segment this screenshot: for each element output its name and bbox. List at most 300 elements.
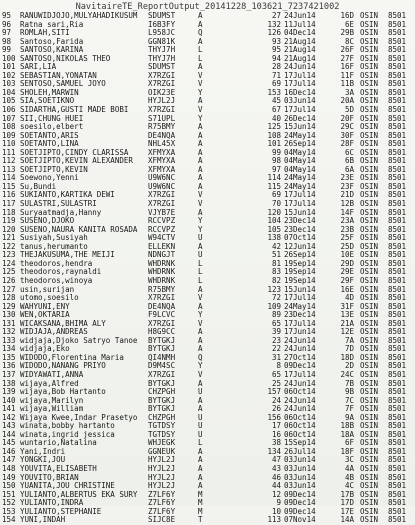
booking-date: 26Sep14 — [284, 139, 316, 149]
booking-date: 24Jun14 — [284, 11, 316, 20]
fare-class: U — [198, 429, 203, 439]
flight-number: 8501 — [388, 147, 407, 157]
row-number: 147 — [2, 455, 16, 465]
booking-code: HYJL2J — [148, 472, 176, 482]
booking-date: 24Jun14 — [284, 404, 316, 414]
passenger-name: YONGKI,JOU — [20, 455, 66, 465]
flight-number: 8501 — [388, 481, 407, 491]
station-code: OSIN — [360, 199, 379, 209]
booking-code: U9W6NC — [148, 173, 176, 183]
station-code: OSIN — [360, 190, 379, 200]
seat-number: 14A — [340, 515, 354, 525]
station-code: OSIN — [360, 275, 379, 285]
sequence-number: 65 — [271, 369, 281, 379]
seat-number: 28F — [340, 139, 354, 149]
sequence-number: 153 — [267, 87, 281, 97]
row-number: 119 — [2, 216, 16, 226]
station-code: OSIN — [360, 105, 379, 115]
seat-number: 6E — [344, 19, 354, 29]
seat-number: 20F — [340, 113, 354, 123]
passenger-list — [2, 12, 414, 525]
station-code: OSIN — [360, 421, 379, 431]
station-code: OSIN — [360, 19, 379, 29]
fare-class: A — [198, 446, 203, 456]
seat-number: 18B — [340, 421, 354, 431]
flight-number: 8501 — [388, 378, 407, 388]
fare-class: V — [198, 369, 203, 379]
station-code: OSIN — [360, 369, 379, 379]
booking-code: U9W6NC — [148, 181, 176, 191]
flight-number: 8501 — [388, 28, 407, 38]
booking-date: 06Oct14 — [284, 429, 316, 439]
flight-number: 8501 — [388, 258, 407, 268]
fare-class: U — [198, 421, 203, 431]
booking-code: VJYB7E — [148, 207, 176, 217]
seat-number: 24C — [340, 369, 354, 379]
flight-number: 8501 — [388, 498, 407, 508]
row-number: 154 — [2, 515, 16, 525]
station-code: OSIN — [360, 395, 379, 405]
row-number: 136 — [2, 361, 16, 371]
row-number: 151 — [2, 489, 16, 499]
passenger-name: WIDJAJA,ANDREAS — [20, 327, 88, 337]
booking-code: X7RZGI — [148, 70, 176, 80]
seat-number: 26F — [340, 45, 354, 55]
booking-date: 24Jun14 — [284, 335, 316, 345]
booking-code: GGNEUK — [148, 446, 176, 456]
sequence-number: 9 — [276, 498, 281, 508]
fare-class: A — [198, 395, 203, 405]
fare-class: L — [198, 267, 203, 277]
fare-class: A — [198, 455, 203, 465]
row-number: 137 — [2, 369, 16, 379]
passenger-name: SHOLEH,MARWIN — [20, 87, 79, 97]
seat-number: 6A — [344, 164, 354, 174]
booking-date: 17Jul14 — [284, 79, 316, 89]
row-number: 125 — [2, 267, 16, 277]
row-number: 114 — [2, 173, 16, 183]
fare-class: A — [198, 122, 203, 132]
fare-class: Y — [198, 216, 203, 226]
flight-number: 8501 — [388, 181, 407, 191]
booking-date: 24May14 — [284, 301, 316, 311]
station-code: OSIN — [360, 481, 379, 491]
fare-class: A — [198, 404, 203, 414]
booking-code: X7RZGI — [148, 199, 176, 209]
booking-code: R75BMY — [148, 122, 176, 132]
fare-class: A — [198, 19, 203, 29]
station-code: OSIN — [360, 506, 379, 516]
flight-number: 8501 — [388, 429, 407, 439]
passenger-name: WIDYAWATI,ANNA — [20, 369, 84, 379]
passenger-name: YOUVITO,BRIAN — [20, 472, 79, 482]
flight-number: 8501 — [388, 130, 407, 140]
seat-number: 13E — [340, 310, 354, 320]
booking-date: 26Dec14 — [284, 113, 316, 123]
seat-number: 27F — [340, 53, 354, 63]
passenger-name: widjaja,Djoko Satryo Tanoe — [20, 335, 138, 345]
seat-number: 3A — [344, 87, 354, 97]
passenger-name: Wijaya Kwee,Indar Prasetyo — [20, 412, 138, 422]
row-number: 150 — [2, 481, 16, 491]
booking-date: 09Dec14 — [284, 361, 316, 371]
station-code: OSIN — [360, 352, 379, 362]
station-code: OSIN — [360, 472, 379, 482]
row-number: 118 — [2, 207, 16, 217]
booking-date: 16Dec14 — [284, 87, 316, 97]
fare-class: A — [198, 181, 203, 191]
booking-code: Z7LF6Y — [148, 489, 176, 499]
booking-date: 21Aug14 — [284, 53, 316, 63]
station-code: OSIN — [360, 173, 379, 183]
fare-class: L — [198, 275, 203, 285]
passenger-name: SUSENO,DJOKO — [20, 216, 75, 226]
flight-number: 8501 — [388, 344, 407, 354]
sequence-number: 93 — [271, 36, 281, 46]
flight-number: 8501 — [388, 53, 407, 63]
row-number: 127 — [2, 284, 16, 294]
row-number: 123 — [2, 250, 16, 260]
row-number: 144 — [2, 429, 16, 439]
fare-class: Q — [198, 352, 203, 362]
seat-number: 20A — [340, 96, 354, 106]
passenger-name: Suryaatmadja,Hanny — [20, 207, 102, 217]
seat-number: 17D — [340, 498, 354, 508]
fare-class: Y — [198, 361, 203, 371]
booking-code: BYTGKJ — [148, 404, 176, 414]
fare-class: A — [198, 327, 203, 337]
booking-date: 06Oct14 — [284, 421, 316, 431]
row-number: 128 — [2, 293, 16, 303]
seat-number: 21A — [340, 318, 354, 328]
seat-number: 7D — [344, 344, 354, 354]
fare-class: Y — [198, 113, 203, 123]
fare-class: A — [198, 164, 203, 174]
seat-number: 25D — [340, 241, 354, 251]
sequence-number: 89 — [271, 310, 281, 320]
seat-number: 23A — [340, 216, 354, 226]
fare-class: T — [198, 515, 203, 525]
booking-date: 03Jun14 — [284, 481, 316, 491]
passenger-name: WAHYUNI,ENY — [20, 301, 70, 311]
passenger-name: SARI,LIA — [20, 62, 57, 72]
row-number: 142 — [2, 412, 16, 422]
row-number: 95 — [2, 11, 12, 20]
row-number: 103 — [2, 79, 16, 89]
sequence-number: 108 — [267, 130, 281, 140]
booking-date: 23Dec14 — [284, 216, 316, 226]
flight-number: 8501 — [388, 335, 407, 345]
passenger-name: SUKIANTO,KARTIKA DEWI — [20, 190, 115, 200]
seat-number: 29B — [340, 28, 354, 38]
flight-number: 8501 — [388, 156, 407, 166]
sequence-number: 24 — [271, 395, 281, 405]
station-code: OSIN — [360, 335, 379, 345]
row-number: 98 — [2, 36, 12, 46]
station-code: OSIN — [360, 113, 379, 123]
booking-code: SIJC8E — [148, 515, 176, 525]
booking-code: XFMYXA — [148, 164, 176, 174]
row-number: 146 — [2, 446, 16, 456]
booking-code: ELLEKN — [148, 241, 176, 251]
booking-date: 17Jul14 — [284, 293, 316, 303]
flight-number: 8501 — [388, 19, 407, 29]
passenger-name: THEJAKUSUMA,THE MEIJI — [20, 250, 115, 260]
booking-code: XFMYXA — [148, 147, 176, 157]
seat-number: 4B — [344, 472, 354, 482]
flight-number: 8501 — [388, 369, 407, 379]
flight-number: 8501 — [388, 463, 407, 473]
seat-number: 18A — [340, 429, 354, 439]
booking-date: 17Jul14 — [284, 369, 316, 379]
booking-date: 15Jun14 — [284, 284, 316, 294]
booking-code: SDUMST — [148, 11, 176, 20]
flight-number: 8501 — [388, 45, 407, 55]
booking-code: S71UPL — [148, 113, 176, 123]
sequence-number: 25 — [271, 378, 281, 388]
passenger-name: WIDODO,NANANG PRIYO — [20, 361, 106, 371]
row-number: 140 — [2, 395, 16, 405]
seat-number: 29F — [340, 275, 354, 285]
flight-number: 8501 — [388, 293, 407, 303]
sequence-number: 72 — [271, 293, 281, 303]
fare-class: A — [198, 147, 203, 157]
fare-class: U — [198, 387, 203, 397]
flight-number: 8501 — [388, 79, 407, 89]
station-code: OSIN — [360, 489, 379, 499]
station-code: OSIN — [360, 284, 379, 294]
booking-code: OIK23E — [148, 87, 176, 97]
sequence-number: 138 — [267, 233, 281, 243]
flight-number: 8501 — [388, 327, 407, 337]
booking-code: BYTGKJ — [148, 378, 176, 388]
seat-number: 4D — [344, 293, 354, 303]
booking-code: WHDRNK — [148, 267, 176, 277]
row-number: 135 — [2, 352, 16, 362]
booking-code: THYJ7H — [148, 45, 176, 55]
passenger-name: tanus,herumanto — [20, 241, 88, 251]
sequence-number: 65 — [271, 318, 281, 328]
flight-number: 8501 — [388, 310, 407, 320]
seat-number: 17B — [340, 489, 354, 499]
seat-number: 7C — [344, 395, 354, 405]
booking-code: CHZPGH — [148, 412, 176, 422]
fare-class: V — [198, 79, 203, 89]
passenger-name: YUANITA,JOU CHRISTINE — [20, 481, 115, 491]
station-code: OSIN — [360, 11, 379, 20]
passenger-name: WIDODO,Florentina Maria — [20, 352, 124, 362]
booking-date: 15Jun14 — [284, 122, 316, 132]
booking-date: 24Jun14 — [284, 62, 316, 72]
station-code: OSIN — [360, 463, 379, 473]
booking-date: 17Jul14 — [284, 199, 316, 209]
station-code: OSIN — [360, 224, 379, 234]
station-code: OSIN — [360, 62, 379, 72]
table-row — [2, 516, 414, 525]
booking-code: X7RZGI — [148, 105, 176, 115]
booking-date: 04May14 — [284, 156, 316, 166]
sequence-number: 31 — [271, 352, 281, 362]
booking-code: GGN81K — [148, 36, 176, 46]
flight-number: 8501 — [388, 241, 407, 251]
station-code: OSIN — [360, 455, 379, 465]
row-number: 117 — [2, 199, 16, 209]
passenger-name: Yani,Indri — [20, 446, 66, 456]
booking-code: WHDRNK — [148, 275, 176, 285]
sequence-number: 69 — [271, 190, 281, 200]
passenger-name: SANTOSO,KARINA — [20, 45, 84, 55]
flight-number: 8501 — [388, 412, 407, 422]
passenger-name: SOETANTO,LINA — [20, 139, 79, 149]
sequence-number: 94 — [271, 53, 281, 63]
booking-code: Z7LF6Y — [148, 498, 176, 508]
booking-date: 15Sep14 — [284, 438, 316, 448]
sequence-number: 125 — [267, 122, 281, 132]
passenger-name: RANUWIDJOJO,MULYAHADIKUSUM — [20, 11, 138, 20]
passenger-name: SII,CHUNG HUEI — [20, 113, 84, 123]
flight-number: 8501 — [388, 284, 407, 294]
booking-date: 21Aug14 — [284, 36, 316, 46]
flight-number: 8501 — [388, 105, 407, 115]
flight-number: 8501 — [388, 224, 407, 234]
seat-number: 12B — [340, 199, 354, 209]
station-code: OSIN — [360, 181, 379, 191]
station-code: OSIN — [360, 412, 379, 422]
flight-number: 8501 — [388, 301, 407, 311]
booking-code: NDNGJT — [148, 250, 176, 260]
fare-class: Q — [198, 28, 203, 38]
station-code: OSIN — [360, 164, 379, 174]
booking-date: 03Jun14 — [284, 463, 316, 473]
row-number: 129 — [2, 301, 16, 311]
station-code: OSIN — [360, 216, 379, 226]
booking-date: 06Oct14 — [284, 412, 316, 422]
sequence-number: 27 — [271, 11, 281, 20]
passenger-name: YUNI,INDAH — [20, 515, 66, 525]
station-code: OSIN — [360, 293, 379, 303]
sequence-number: 69 — [271, 79, 281, 89]
sequence-number: 28 — [271, 62, 281, 72]
passenger-name: widjaja,Eko — [20, 344, 70, 354]
station-code: OSIN — [360, 429, 379, 439]
booking-code: CHZPGH — [148, 387, 176, 397]
fare-class: V — [198, 70, 203, 80]
booking-code: TGTDSY — [148, 429, 176, 439]
booking-date: 23Dec14 — [284, 310, 316, 320]
row-number: 124 — [2, 258, 16, 268]
station-code: OSIN — [360, 387, 379, 397]
flight-number: 8501 — [388, 318, 407, 328]
sequence-number: 99 — [271, 147, 281, 157]
sequence-number: 95 — [271, 45, 281, 55]
station-code: OSIN — [360, 378, 379, 388]
sequence-number: 71 — [271, 70, 281, 80]
booking-code: WHDRNK — [148, 258, 176, 268]
passenger-name: wuntario,Natalina — [20, 438, 97, 448]
station-code: OSIN — [360, 438, 379, 448]
booking-code: X7RZGI — [148, 79, 176, 89]
seat-number: 6F — [344, 438, 354, 448]
booking-date: 26Jul14 — [284, 446, 316, 456]
flight-number: 8501 — [388, 489, 407, 499]
sequence-number: 45 — [271, 96, 281, 106]
booking-code: HYJL2J — [148, 481, 176, 491]
row-number: 115 — [2, 181, 16, 191]
sequence-number: 98 — [271, 156, 281, 166]
booking-date: 15Jun14 — [284, 207, 316, 217]
booking-date: 12Jun14 — [284, 241, 316, 251]
booking-code: D9M4SC — [148, 361, 176, 371]
passenger-name: wijaya,Bob Hartanto — [20, 387, 106, 397]
sequence-number: 10 — [271, 506, 281, 516]
fare-class: A — [198, 156, 203, 166]
station-code: OSIN — [360, 318, 379, 328]
flight-number: 8501 — [388, 70, 407, 80]
passenger-name: soesilo,elbert — [20, 122, 84, 132]
sequence-number: 43 — [271, 463, 281, 473]
passenger-name: Su,Bundi — [20, 181, 57, 191]
passenger-name: utomo,soesilo — [20, 293, 79, 303]
passenger-name: SIA,SOETIKNO — [20, 96, 75, 106]
sequence-number: 104 — [267, 216, 281, 226]
row-number: 139 — [2, 387, 16, 397]
station-code: OSIN — [360, 87, 379, 97]
fare-class: V — [198, 105, 203, 115]
row-number: 110 — [2, 139, 16, 149]
passenger-name: YULIANTO,INDRA — [20, 498, 84, 508]
sequence-number: 46 — [271, 472, 281, 482]
sequence-number: 38 — [271, 438, 281, 448]
station-code: OSIN — [360, 258, 379, 268]
booking-code: HYJL2J — [148, 463, 176, 473]
sequence-number: 39 — [271, 327, 281, 337]
passenger-name: SULASTRI,SULASTRI — [20, 199, 97, 209]
booking-code: RCCVPZ — [148, 216, 176, 226]
row-number: 102 — [2, 70, 16, 80]
flight-number: 8501 — [388, 506, 407, 516]
booking-code: HYJL2J — [148, 455, 176, 465]
station-code: OSIN — [360, 327, 379, 337]
sequence-number: 16 — [271, 429, 281, 439]
passenger-name: SEBASTIAN,YONATAN — [20, 70, 97, 80]
booking-code: NHL45X — [148, 139, 176, 149]
row-number: 134 — [2, 344, 16, 354]
row-number: 148 — [2, 463, 16, 473]
sequence-number: 8 — [276, 361, 281, 371]
passenger-name: SOETJIPTO,KEVIN ALEXANDER — [20, 156, 133, 166]
row-number: 141 — [2, 404, 16, 414]
row-number: 105 — [2, 96, 16, 106]
row-number: 131 — [2, 318, 16, 328]
booking-date: 26Sep14 — [284, 250, 316, 260]
booking-code: BYTGKJ — [148, 395, 176, 405]
fare-class: A — [198, 139, 203, 149]
fare-class: U — [198, 233, 203, 243]
seat-number: 2D — [344, 361, 354, 371]
row-number: 138 — [2, 378, 16, 388]
fare-class: M — [198, 506, 203, 516]
row-number: 109 — [2, 130, 16, 140]
flight-number: 8501 — [388, 164, 407, 174]
booking-date: 07Oct14 — [284, 233, 316, 243]
station-code: OSIN — [360, 241, 379, 251]
seat-number: 5D — [344, 105, 354, 115]
sequence-number: 47 — [271, 455, 281, 465]
passenger-name: SOETJIPTO,CINDY CLARISSA — [20, 147, 129, 157]
booking-code: BYTGKJ — [148, 335, 176, 345]
booking-date: 24May14 — [284, 130, 316, 140]
booking-code: L958JC — [148, 28, 176, 38]
